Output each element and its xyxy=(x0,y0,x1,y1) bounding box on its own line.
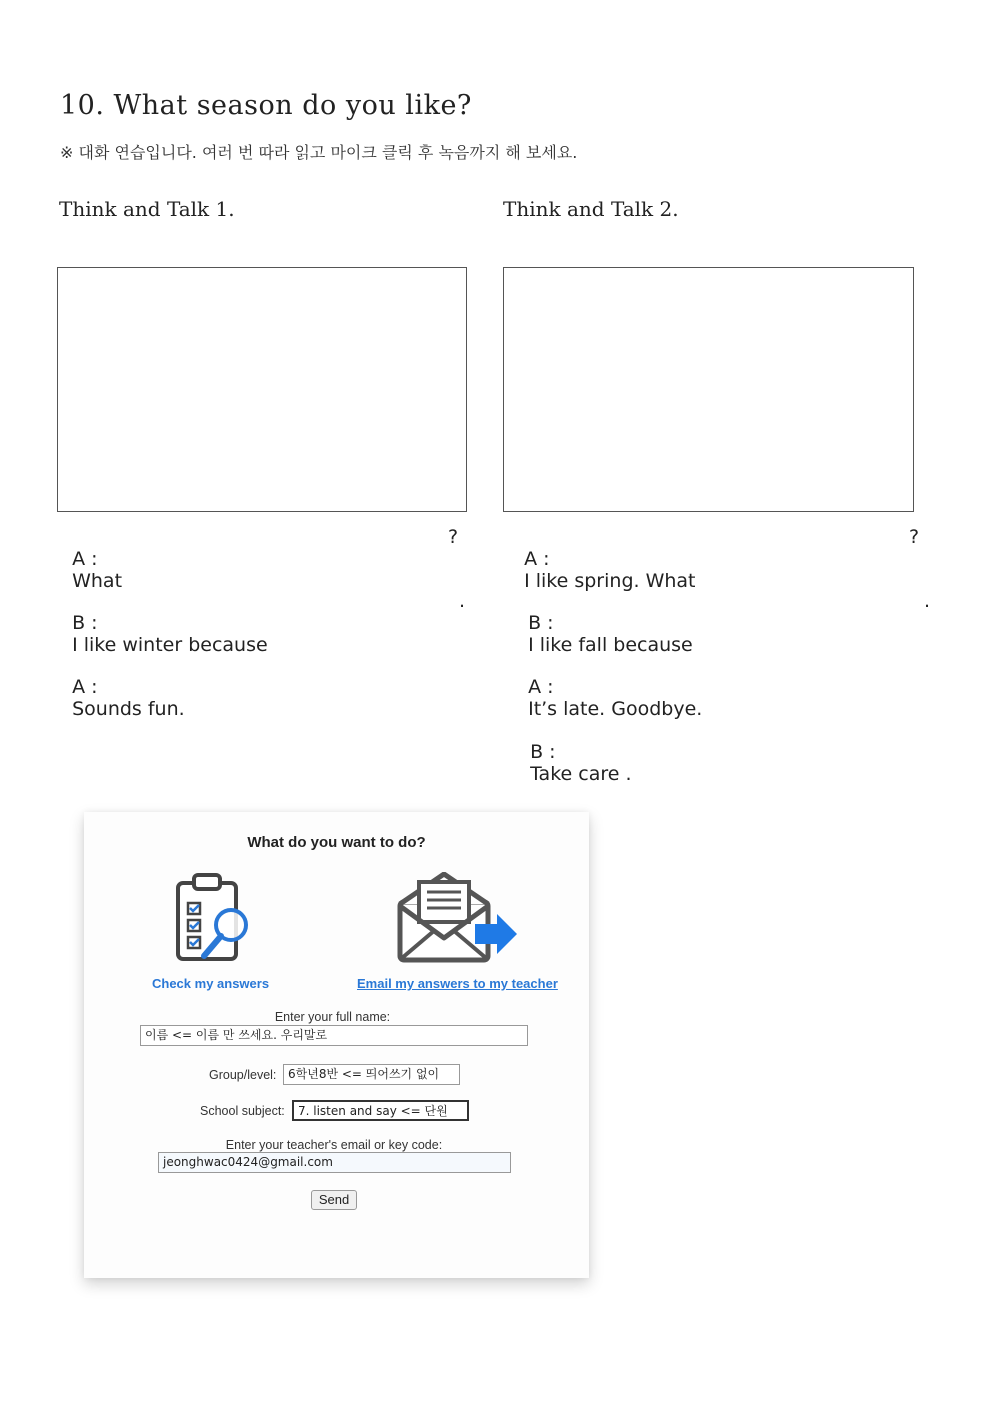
panel-question: What do you want to do? xyxy=(247,834,426,851)
page-title: 10. What season do you like? xyxy=(60,90,472,121)
teacher-email-label: Enter your teacher's email or key code: xyxy=(225,1138,443,1152)
teacher-email-input[interactable]: jeonghwac0424@gmail.com xyxy=(158,1152,511,1173)
dialogue-line xyxy=(518,719,632,785)
group-level-label: Group/level: xyxy=(209,1068,277,1082)
dialogue-line xyxy=(516,654,702,720)
dialogue-line xyxy=(60,654,185,720)
check-answers-link[interactable]: Check my answers xyxy=(152,976,270,991)
dialogue-line xyxy=(60,590,268,656)
check-answers-icon[interactable] xyxy=(172,870,252,965)
dialogue-text: Sounds fun. xyxy=(72,698,185,720)
section-1-label: Think and Talk 1. xyxy=(59,197,235,221)
instruction-text: ※ 대화 연습입니다. 여러 번 따라 읽고 마이크 클릭 후 녹음까지 해 보세요. xyxy=(60,143,578,162)
dialogue-line xyxy=(512,526,696,592)
dialogue-text: I like winter because xyxy=(72,634,268,656)
speaker-label: A : xyxy=(528,676,554,698)
group-level-input[interactable]: 6학년8반 <= 띄어쓰기 없이 xyxy=(283,1064,460,1085)
dialogue-text: It’s late. Goodbye. xyxy=(528,698,703,720)
speaker-label: A : xyxy=(72,676,98,698)
dialogue-text: Take care . xyxy=(530,763,632,785)
section-2-picture-box xyxy=(503,267,914,512)
line-end-punctuation: ? xyxy=(909,526,920,548)
line-end-punctuation: . xyxy=(459,590,466,612)
dialogue-text: What xyxy=(72,570,123,592)
school-subject-label: School subject: xyxy=(200,1104,285,1118)
line-end-punctuation: . xyxy=(924,590,931,612)
fullname-label: Enter your full name: xyxy=(274,1010,391,1024)
speaker-label: A : xyxy=(524,548,550,570)
dialogue-text: I like spring. What xyxy=(524,570,696,592)
send-button[interactable]: Send xyxy=(311,1190,357,1210)
speaker-label: A : xyxy=(72,548,98,570)
school-subject-input[interactable]: 7. listen and say <= 단원 xyxy=(292,1100,469,1121)
answer-submission-panel xyxy=(84,812,589,1278)
fullname-input[interactable]: 이름 <= 이름 만 쓰세요. 우리말로 xyxy=(140,1025,528,1046)
dialogue-line xyxy=(60,526,122,592)
line-end-punctuation: ? xyxy=(448,526,459,548)
speaker-label: B : xyxy=(72,612,98,634)
email-answers-link[interactable]: Email my answers to my teacher xyxy=(357,976,558,991)
section-2-label: Think and Talk 2. xyxy=(503,197,679,221)
speaker-label: B : xyxy=(530,741,556,763)
dialogue-line xyxy=(516,590,693,656)
speaker-label: B : xyxy=(528,612,554,634)
section-1-picture-box xyxy=(57,267,467,512)
email-answers-icon[interactable] xyxy=(397,872,522,964)
dialogue-text: I like fall because xyxy=(528,634,693,656)
